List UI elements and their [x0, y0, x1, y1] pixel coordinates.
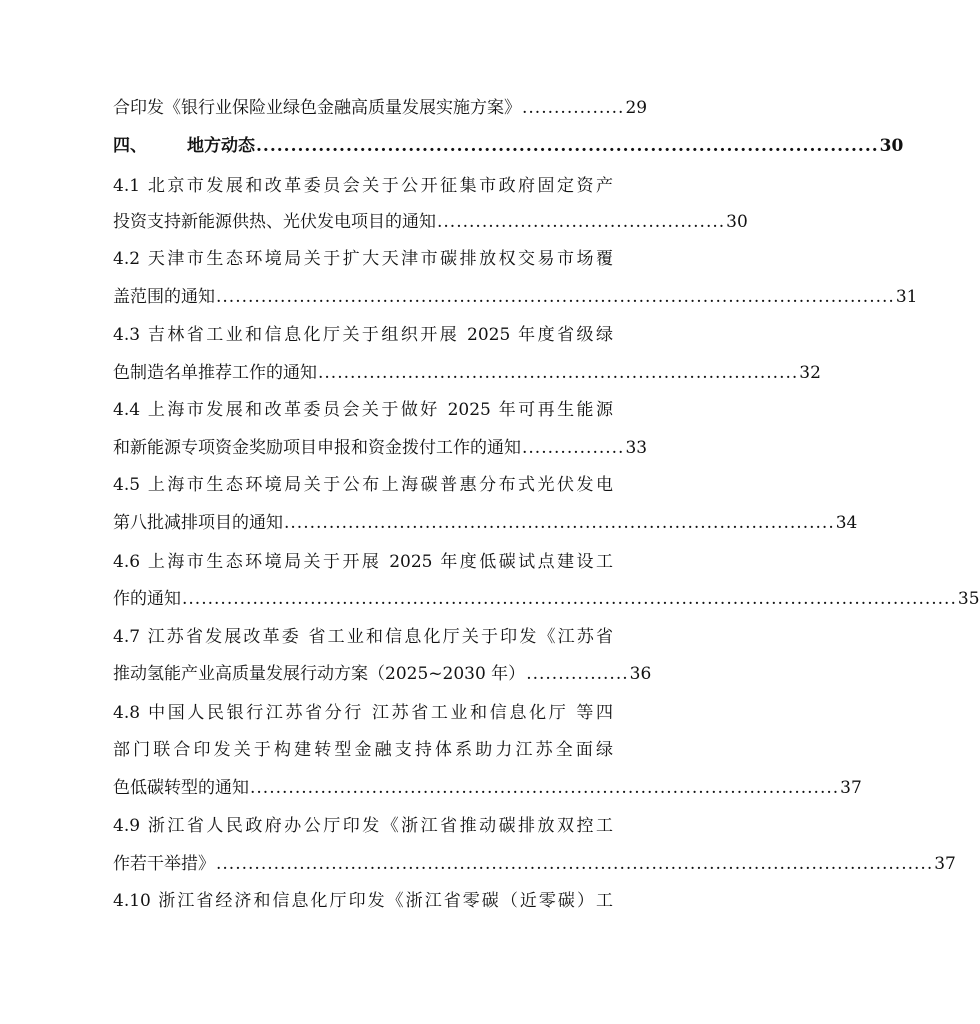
toc-entry-4-7-line2[interactable] [113, 658, 652, 690]
toc-entry-4-1-line1[interactable]: 4.1 北京市发展和改革委员会关于公开征集市政府固定资产 [113, 176, 613, 196]
toc-page-number: 33 [625, 438, 648, 458]
toc-leader-dots: ................ [526, 664, 629, 684]
toc-entry-title: 和新能源专项资金奖励项目申报和资金拨付工作的通知 [113, 438, 521, 458]
toc-entry-4-8-line3[interactable] [113, 772, 862, 804]
toc-leader-dots: ...................................................................................... [284, 513, 835, 533]
toc-leader-dots: ............................................. [437, 212, 726, 232]
toc-page-number: 34 [835, 513, 858, 533]
toc-entry-4-5-line1[interactable]: 4.5 上海市生态环境局关于公布上海碳普惠分布式光伏发电 [113, 475, 613, 495]
toc-entry-title: 色低碳转型的通知 [113, 778, 249, 798]
toc-entry-title: 作的通知 [113, 589, 181, 609]
toc-entry-title: 色制造名单推荐工作的通知 [113, 363, 317, 383]
toc-entry-title: 推动氢能产业高质量发展行动方案（2025~2030 年） [113, 664, 526, 684]
toc-entry-4-3-line1[interactable]: 4.3 吉林省工业和信息化厅关于组织开展 2025 年度省级绿 [113, 325, 613, 345]
toc-entry-4-2-line1[interactable]: 4.2 天津市生态环境局关于扩大天津市碳排放权交易市场覆 [113, 249, 613, 269]
toc-entry-title: 投资支持新能源供热、光伏发电项目的通知 [113, 212, 436, 232]
toc-entry-4-3-line2[interactable] [113, 357, 821, 389]
toc-section-heading[interactable] [113, 130, 904, 162]
toc-leader-dots: .......................................................................................................... [216, 287, 895, 307]
toc-leader-dots: ........................................................................... [318, 363, 799, 383]
toc-entry-4-8-line1[interactable]: 4.8 中国人民银行江苏省分行 江苏省工业和信息化厅 等四 [113, 703, 613, 723]
toc-entry-continuation[interactable] [113, 92, 648, 124]
toc-leader-dots: ................................................................................................................ [216, 854, 934, 874]
toc-entry-title: 合印发《银行业保险业绿色金融高质量发展实施方案》 [113, 98, 521, 118]
toc-entry-4-2-line2[interactable] [113, 281, 918, 313]
section-title: 地方动态 [187, 136, 255, 156]
toc-entry-4-9-line1[interactable]: 4.9 浙江省人民政府办公厅印发《浙江省推动碳排放双控工 [113, 816, 613, 836]
toc-entry-4-1-line2[interactable] [113, 206, 748, 238]
toc-page-number: 30 [879, 136, 904, 156]
toc-entry-4-10-line1[interactable]: 4.10 浙江省经济和信息化厅印发《浙江省零碳（近零碳）工 [113, 891, 613, 911]
toc-entry-4-6-line2[interactable] [113, 583, 980, 615]
toc-page-number: 30 [726, 212, 748, 232]
toc-leader-dots: ......................................................................................................................... [182, 589, 957, 609]
toc-leader-dots: ............................................................................................ [250, 778, 840, 798]
toc-page-number: 32 [799, 363, 821, 383]
toc-entry-4-8-line2[interactable]: 部门联合印发关于构建转型金融支持体系助力江苏全面绿 [113, 740, 613, 760]
toc-page-number: 36 [629, 664, 652, 684]
section-number: 四、 [113, 136, 147, 156]
toc-entry-4-5-line2[interactable] [113, 507, 858, 539]
toc-page-number: 31 [895, 287, 918, 307]
toc-page-number: 35 [957, 589, 980, 609]
toc-page-number: 29 [625, 98, 648, 118]
toc-entry-title: 盖范围的通知 [113, 287, 215, 307]
toc-entry-4-6-line1[interactable]: 4.6 上海市生态环境局关于开展 2025 年度低碳试点建设工 [113, 552, 613, 572]
toc-entry-4-7-line1[interactable]: 4.7 江苏省发展改革委 省工业和信息化厅关于印发《江苏省 [113, 627, 613, 647]
toc-entry-4-4-line2[interactable] [113, 432, 648, 464]
toc-entry-4-4-line1[interactable]: 4.4 上海市发展和改革委员会关于做好 2025 年可再生能源 [113, 400, 613, 420]
toc-leader-dots: .......................................................................................... [256, 136, 879, 156]
toc-entry-4-9-line2[interactable] [113, 848, 956, 880]
toc-page-number: 37 [840, 778, 862, 798]
toc-entry-title: 第八批减排项目的通知 [113, 513, 283, 533]
toc-entry-title: 作若干举措》 [113, 854, 215, 874]
toc-leader-dots: ................ [522, 438, 625, 458]
toc-page-number: 37 [934, 854, 956, 874]
toc-leader-dots: ................ [522, 98, 625, 118]
